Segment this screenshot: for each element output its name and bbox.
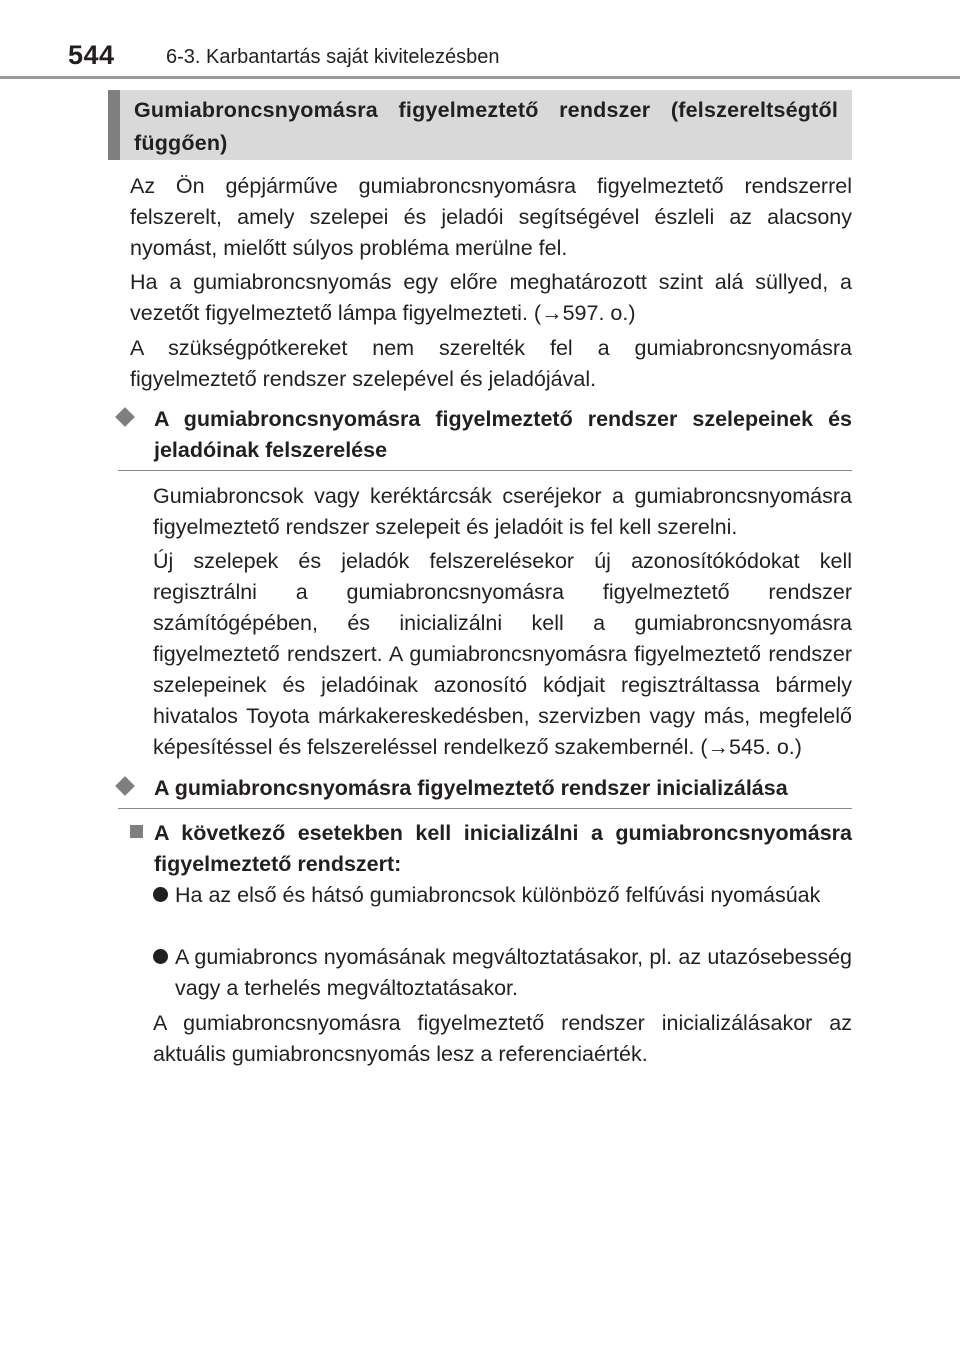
subheading-when-to-initialize <box>130 818 852 880</box>
round-bullet-icon <box>153 887 168 902</box>
subheading-text: A következő esetekben kell inicializálni a gumiabroncsnyomásra figyelmeztető rendszert: <box>154 821 852 876</box>
section-heading-rule <box>118 470 852 471</box>
diamond-bullet-icon <box>115 776 135 796</box>
closing-paragraph: A gumiabroncsnyomásra figyelmeztető rendszer inicializálásakor az aktuális gumiabroncsnyomás lesz a referenciaérték. <box>153 1011 852 1066</box>
intro-paragraph-2 <box>130 267 852 329</box>
section-heading-rule <box>118 808 852 809</box>
section-heading-text: A gumiabroncsnyomásra figyelmeztető rendszer inicializálása <box>154 776 788 800</box>
list-item <box>153 880 852 911</box>
page-reference: (→545. o.) <box>700 735 802 759</box>
valves-paragraph-1: Gumiabroncsok vagy keréktárcsák cseréjekor a gumiabroncsnyomásra figyelmeztető rendszer szelepeit és jeladóit is fel kell szerelni. <box>153 484 852 539</box>
valves-paragraph-2 <box>153 546 852 763</box>
page-number: 544 <box>68 40 115 70</box>
valves-paragraph-2-text: Új szelepek és jeladók felszerelésekor új azonosítókódokat kell regisztrálni a gumiabroncsnyomásra figyelmeztető rendszer számítógépében, és inicializálni kell a gumiabroncsnyomásra figyelmeztető rendszert. A gumiabroncsnyomásra figyelmeztető rendszer szelepeinek és jeladóinak azonosító kódjait regisztráltassa bármely hivatalos Toyota márkakereskedésben, szervizben vagy más, megfelelő képesítéssel és felszereléssel rendelkező szakembernél. <box>153 549 852 759</box>
header-rule <box>0 76 960 79</box>
title-box-text: Gumiabroncsnyomásra figyelmeztető rendszer (felszereltségtől függően) <box>134 98 838 155</box>
title-box <box>108 90 852 160</box>
section-heading-text: A gumiabroncsnyomásra figyelmeztető rendszer szelepeinek és jeladóinak felszerelése <box>154 407 852 462</box>
intro-paragraph-3: A szükségpótkereket nem szerelték fel a gumiabroncsnyomásra figyelmeztető rendszer szelepével és jeladójával. <box>130 336 852 391</box>
diamond-bullet-icon <box>115 407 135 427</box>
round-bullet-icon <box>153 949 168 964</box>
intro-paragraph-2-text: Ha a gumiabroncsnyomás egy előre meghatározott szint alá süllyed, a vezetőt figyelmeztető lámpa figyelmezteti. <box>130 270 852 325</box>
page-reference: (→597. o.) <box>533 301 636 325</box>
section-heading-valves <box>118 404 852 466</box>
list-item <box>153 942 852 1004</box>
list-item-text: Ha az első és hátsó gumiabroncsok különböző felfúvási nyomásúak <box>175 883 821 907</box>
list-item-text: A gumiabroncs nyomásának megváltoztatásakor, pl. az utazósebesség vagy a terhelés megváltoztatásakor. <box>175 945 852 1000</box>
square-bullet-icon <box>130 825 143 838</box>
section-heading-initialization <box>118 773 852 804</box>
section-title: 6-3. Karbantartás saját kivitelezésben <box>166 46 500 68</box>
intro-paragraph-1: Az Ön gépjárműve gumiabroncsnyomásra figyelmeztető rendszerrel felszerelt, amely szelepei és jeladói segítségével észleli az alacsony nyomást, mielőtt súlyos probléma merülne fel. <box>130 174 852 260</box>
